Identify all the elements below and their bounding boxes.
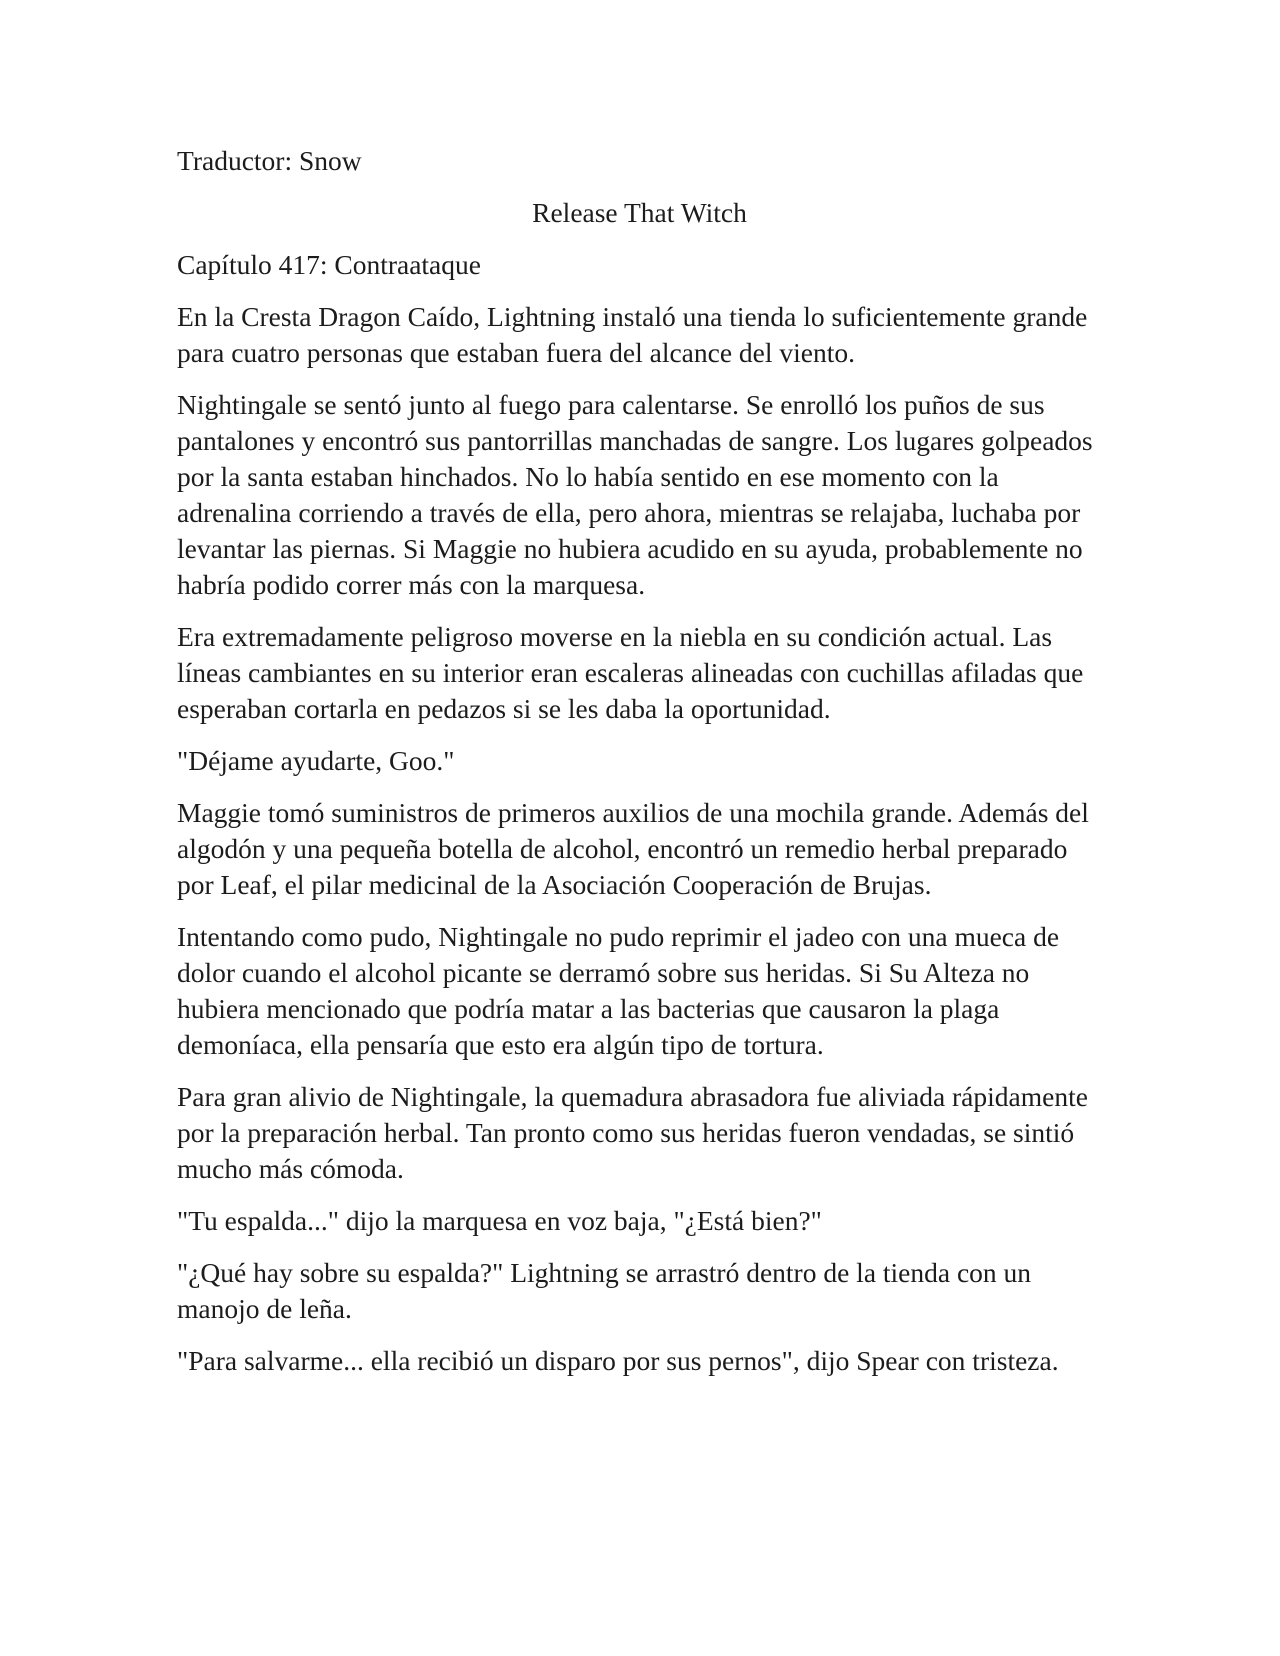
paragraph: "¿Qué hay sobre su espalda?" Lightning se arrastró dentro de la tienda con un manojo de leña. [177, 1257, 1032, 1324]
paragraph: Maggie tomó suministros de primeros auxilios de una mochila grande. Además del algodón y una pequeña botella de alcohol, encontró un remedio herbal preparado por Leaf, el pilar medicinal de la Asociación Cooperación de Brujas. [177, 797, 1089, 900]
paragraph: Nightingale se sentó junto al fuego para calentarse. Se enrolló los puños de sus pantalones y encontró sus pantorrillas manchadas de sangre. Los lugares golpeados por la santa estaban hinchados. No lo había sentido en ese momento con la adrenalina corriendo a través de ella, pero ahora, mientras se relajaba, luchaba por levantar las piernas. Si Maggie no hubiera acudido en su ayuda, probablemente no habría podido correr más con la marquesa. [177, 389, 1093, 600]
book-title: Release That Witch [532, 197, 747, 228]
chapter-heading: Capítulo 417: Contraataque [177, 249, 481, 280]
paragraph: "Para salvarme... ella recibió un disparo por sus pernos", dijo Spear con tristeza. [177, 1345, 1059, 1376]
paragraph: "Tu espalda..." dijo la marquesa en voz baja, "¿Está bien?" [177, 1205, 822, 1236]
translator-credit: Traductor: Snow [177, 145, 362, 176]
paragraph: Intentando como pudo, Nightingale no pudo reprimir el jadeo con una mueca de dolor cuando el alcohol picante se derramó sobre sus heridas. Si Su Alteza no hubiera mencionado que podría matar a las bacterias que causaron la plaga demoníaca, ella pensaría que esto era algún tipo de tortura. [177, 921, 1060, 1060]
paragraph: "Déjame ayudarte, Goo." [177, 745, 455, 776]
paragraph: Era extremadamente peligroso moverse en la niebla en su condición actual. Las líneas cambiantes en su interior eran escaleras alineadas con cuchillas afiladas que esperaban cortarla en pedazos si se les daba la oportunidad. [177, 621, 1084, 724]
document-page [177, 143, 1102, 1395]
paragraph: Para gran alivio de Nightingale, la quemadura abrasadora fue aliviada rápidamente por la preparación herbal. Tan pronto como sus heridas fueron vendadas, se sintió mucho más cómoda. [177, 1081, 1088, 1184]
paragraph: En la Cresta Dragon Caído, Lightning instaló una tienda lo suficientemente grande para cuatro personas que estaban fuera del alcance del viento. [177, 301, 1088, 368]
